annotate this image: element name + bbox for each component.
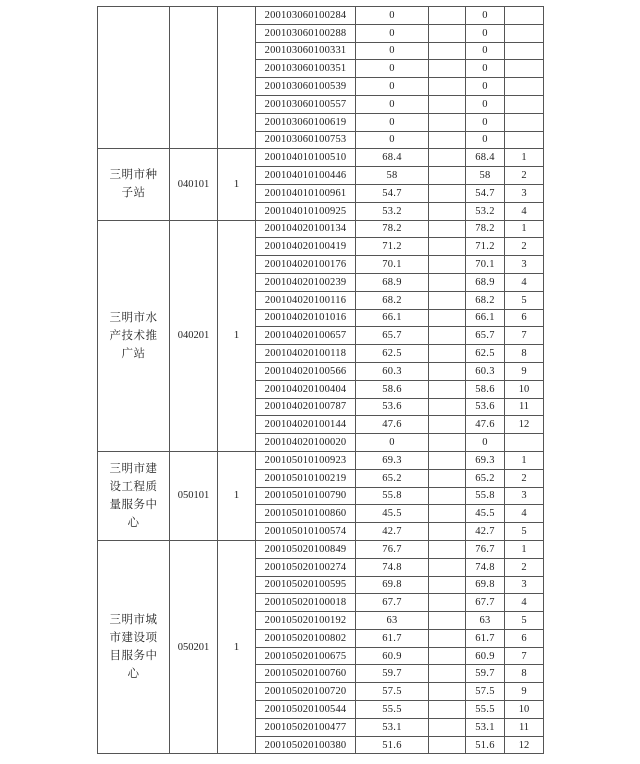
extra-score-cell (429, 523, 466, 541)
rank-cell: 6 (505, 629, 544, 647)
extra-score-cell (429, 576, 466, 594)
total-score-cell: 0 (466, 95, 505, 113)
table-row (98, 149, 544, 167)
ticket-number-cell: 200103060100351 (256, 60, 356, 78)
ticket-number-cell: 200103060100753 (256, 131, 356, 149)
hire-count-cell: 1 (218, 220, 256, 451)
rank-cell: 2 (505, 469, 544, 487)
rank-cell: 1 (505, 220, 544, 238)
rank-cell: 11 (505, 398, 544, 416)
rank-cell: 7 (505, 327, 544, 345)
extra-score-cell (429, 273, 466, 291)
rank-cell: 3 (505, 256, 544, 274)
ticket-number-cell: 200105020100720 (256, 683, 356, 701)
extra-score-cell (429, 416, 466, 434)
total-score-cell: 53.1 (466, 718, 505, 736)
total-score-cell: 47.6 (466, 416, 505, 434)
written-score-cell: 0 (356, 113, 429, 131)
written-score-cell: 54.7 (356, 184, 429, 202)
rank-cell: 9 (505, 362, 544, 380)
extra-score-cell (429, 665, 466, 683)
extra-score-cell (429, 345, 466, 363)
score-table-body (98, 7, 544, 754)
total-score-cell: 0 (466, 113, 505, 131)
ticket-number-cell: 200104020100404 (256, 380, 356, 398)
written-score-cell: 78.2 (356, 220, 429, 238)
ticket-number-cell: 200104020101016 (256, 309, 356, 327)
ticket-number-cell: 200104020100419 (256, 238, 356, 256)
written-score-cell: 0 (356, 7, 429, 25)
hire-count-cell: 1 (218, 149, 256, 220)
extra-score-cell (429, 683, 466, 701)
total-score-cell: 42.7 (466, 523, 505, 541)
total-score-cell: 61.7 (466, 629, 505, 647)
total-score-cell: 0 (466, 60, 505, 78)
ticket-number-cell: 200105020100675 (256, 647, 356, 665)
ticket-number-cell: 200103060100557 (256, 95, 356, 113)
total-score-cell: 69.8 (466, 576, 505, 594)
rank-cell: 7 (505, 647, 544, 665)
extra-score-cell (429, 60, 466, 78)
written-score-cell: 61.7 (356, 629, 429, 647)
unit-name-cell: 三明市城市建设项目服务中心 (98, 540, 170, 754)
written-score-cell: 62.5 (356, 345, 429, 363)
rank-cell (505, 60, 544, 78)
written-score-cell: 57.5 (356, 683, 429, 701)
extra-score-cell (429, 469, 466, 487)
extra-score-cell (429, 113, 466, 131)
total-score-cell: 68.2 (466, 291, 505, 309)
ticket-number-cell: 200105010100923 (256, 451, 356, 469)
ticket-number-cell: 200103060100288 (256, 24, 356, 42)
written-score-cell: 69.3 (356, 451, 429, 469)
ticket-number-cell: 200105010100860 (256, 505, 356, 523)
extra-score-cell (429, 7, 466, 25)
rank-cell (505, 24, 544, 42)
extra-score-cell (429, 736, 466, 754)
rank-cell: 4 (505, 505, 544, 523)
total-score-cell: 0 (466, 131, 505, 149)
written-score-cell: 65.2 (356, 469, 429, 487)
total-score-cell: 74.8 (466, 558, 505, 576)
written-score-cell: 71.2 (356, 238, 429, 256)
table-row (98, 7, 544, 25)
extra-score-cell (429, 451, 466, 469)
written-score-cell: 45.5 (356, 505, 429, 523)
rank-cell: 9 (505, 683, 544, 701)
post-code-cell: 050201 (170, 540, 218, 754)
rank-cell: 1 (505, 149, 544, 167)
extra-score-cell (429, 167, 466, 185)
written-score-cell: 55.5 (356, 701, 429, 719)
ticket-number-cell: 200105020100477 (256, 718, 356, 736)
ticket-number-cell: 200105020100192 (256, 612, 356, 630)
written-score-cell: 58 (356, 167, 429, 185)
total-score-cell: 55.5 (466, 701, 505, 719)
total-score-cell: 68.4 (466, 149, 505, 167)
rank-cell: 5 (505, 612, 544, 630)
written-score-cell: 47.6 (356, 416, 429, 434)
written-score-cell: 51.6 (356, 736, 429, 754)
unit-name-cell: 三明市水产技术推广站 (98, 220, 170, 451)
written-score-cell: 68.2 (356, 291, 429, 309)
total-score-cell: 0 (466, 7, 505, 25)
ticket-number-cell: 200105010100574 (256, 523, 356, 541)
total-score-cell: 70.1 (466, 256, 505, 274)
total-score-cell: 62.5 (466, 345, 505, 363)
extra-score-cell (429, 149, 466, 167)
written-score-cell: 63 (356, 612, 429, 630)
unit-name-cell: 三明市建设工程质量服务中心 (98, 451, 170, 540)
total-score-cell: 0 (466, 24, 505, 42)
written-score-cell: 60.3 (356, 362, 429, 380)
extra-score-cell (429, 434, 466, 452)
total-score-cell: 58 (466, 167, 505, 185)
ticket-number-cell: 200105020100274 (256, 558, 356, 576)
extra-score-cell (429, 612, 466, 630)
extra-score-cell (429, 24, 466, 42)
written-score-cell: 66.1 (356, 309, 429, 327)
rank-cell: 1 (505, 451, 544, 469)
rank-cell: 5 (505, 523, 544, 541)
ticket-number-cell: 200105010100219 (256, 469, 356, 487)
ticket-number-cell: 200104020100144 (256, 416, 356, 434)
written-score-cell: 69.8 (356, 576, 429, 594)
extra-score-cell (429, 487, 466, 505)
ticket-number-cell: 200104010100510 (256, 149, 356, 167)
extra-score-cell (429, 256, 466, 274)
extra-score-cell (429, 291, 466, 309)
rank-cell: 10 (505, 701, 544, 719)
unit-name-cell: 三明市种子站 (98, 149, 170, 220)
table-row (98, 220, 544, 238)
ticket-number-cell: 200104020100020 (256, 434, 356, 452)
rank-cell: 4 (505, 202, 544, 220)
rank-cell (505, 131, 544, 149)
total-score-cell: 57.5 (466, 683, 505, 701)
rank-cell (505, 95, 544, 113)
rank-cell (505, 42, 544, 60)
rank-cell: 8 (505, 665, 544, 683)
ticket-number-cell: 200104010100925 (256, 202, 356, 220)
rank-cell: 2 (505, 558, 544, 576)
total-score-cell: 59.7 (466, 665, 505, 683)
total-score-cell: 67.7 (466, 594, 505, 612)
written-score-cell: 0 (356, 95, 429, 113)
extra-score-cell (429, 718, 466, 736)
rank-cell: 2 (505, 238, 544, 256)
post-code-cell: 040101 (170, 149, 218, 220)
total-score-cell: 76.7 (466, 540, 505, 558)
written-score-cell: 68.9 (356, 273, 429, 291)
written-score-cell: 67.7 (356, 594, 429, 612)
rank-cell: 1 (505, 540, 544, 558)
total-score-cell: 68.9 (466, 273, 505, 291)
written-score-cell: 53.6 (356, 398, 429, 416)
ticket-number-cell: 200104020100657 (256, 327, 356, 345)
written-score-cell: 58.6 (356, 380, 429, 398)
extra-score-cell (429, 309, 466, 327)
total-score-cell: 65.2 (466, 469, 505, 487)
total-score-cell: 71.2 (466, 238, 505, 256)
ticket-number-cell: 200104010100446 (256, 167, 356, 185)
written-score-cell: 70.1 (356, 256, 429, 274)
post-code-cell (170, 7, 218, 149)
unit-name-cell (98, 7, 170, 149)
extra-score-cell (429, 220, 466, 238)
ticket-number-cell: 200104020100116 (256, 291, 356, 309)
table-row (98, 451, 544, 469)
rank-cell: 12 (505, 416, 544, 434)
total-score-cell: 60.9 (466, 647, 505, 665)
total-score-cell: 53.2 (466, 202, 505, 220)
rank-cell: 6 (505, 309, 544, 327)
written-score-cell: 53.1 (356, 718, 429, 736)
extra-score-cell (429, 131, 466, 149)
extra-score-cell (429, 380, 466, 398)
written-score-cell: 0 (356, 42, 429, 60)
rank-cell: 3 (505, 576, 544, 594)
ticket-number-cell: 200103060100539 (256, 78, 356, 96)
ticket-number-cell: 200105020100018 (256, 594, 356, 612)
ticket-number-cell: 200105020100380 (256, 736, 356, 754)
ticket-number-cell: 200103060100284 (256, 7, 356, 25)
rank-cell (505, 434, 544, 452)
ticket-number-cell: 200104020100118 (256, 345, 356, 363)
post-code-cell: 040201 (170, 220, 218, 451)
written-score-cell: 53.2 (356, 202, 429, 220)
total-score-cell: 65.7 (466, 327, 505, 345)
extra-score-cell (429, 540, 466, 558)
hire-count-cell: 1 (218, 540, 256, 754)
rank-cell (505, 7, 544, 25)
written-score-cell: 60.9 (356, 647, 429, 665)
ticket-number-cell: 200105020100849 (256, 540, 356, 558)
rank-cell: 8 (505, 345, 544, 363)
rank-cell: 12 (505, 736, 544, 754)
total-score-cell: 78.2 (466, 220, 505, 238)
rank-cell (505, 78, 544, 96)
rank-cell: 4 (505, 594, 544, 612)
ticket-number-cell: 200105020100802 (256, 629, 356, 647)
rank-cell: 3 (505, 487, 544, 505)
extra-score-cell (429, 701, 466, 719)
written-score-cell: 42.7 (356, 523, 429, 541)
ticket-number-cell: 200104020100566 (256, 362, 356, 380)
total-score-cell: 0 (466, 434, 505, 452)
ticket-number-cell: 200105020100760 (256, 665, 356, 683)
extra-score-cell (429, 398, 466, 416)
written-score-cell: 65.7 (356, 327, 429, 345)
score-table (97, 6, 544, 754)
extra-score-cell (429, 42, 466, 60)
ticket-number-cell: 200104020100134 (256, 220, 356, 238)
written-score-cell: 0 (356, 434, 429, 452)
extra-score-cell (429, 202, 466, 220)
written-score-cell: 68.4 (356, 149, 429, 167)
ticket-number-cell: 200105020100595 (256, 576, 356, 594)
extra-score-cell (429, 505, 466, 523)
total-score-cell: 63 (466, 612, 505, 630)
written-score-cell: 0 (356, 24, 429, 42)
extra-score-cell (429, 184, 466, 202)
rank-cell: 2 (505, 167, 544, 185)
extra-score-cell (429, 647, 466, 665)
rank-cell: 11 (505, 718, 544, 736)
total-score-cell: 0 (466, 78, 505, 96)
extra-score-cell (429, 78, 466, 96)
written-score-cell: 0 (356, 60, 429, 78)
ticket-number-cell: 200104020100239 (256, 273, 356, 291)
extra-score-cell (429, 594, 466, 612)
rank-cell: 3 (505, 184, 544, 202)
extra-score-cell (429, 629, 466, 647)
total-score-cell: 0 (466, 42, 505, 60)
ticket-number-cell: 200105020100544 (256, 701, 356, 719)
total-score-cell: 69.3 (466, 451, 505, 469)
total-score-cell: 51.6 (466, 736, 505, 754)
extra-score-cell (429, 327, 466, 345)
written-score-cell: 55.8 (356, 487, 429, 505)
total-score-cell: 54.7 (466, 184, 505, 202)
written-score-cell: 59.7 (356, 665, 429, 683)
written-score-cell: 76.7 (356, 540, 429, 558)
hire-count-cell (218, 7, 256, 149)
ticket-number-cell: 200103060100619 (256, 113, 356, 131)
written-score-cell: 0 (356, 131, 429, 149)
ticket-number-cell: 200105010100790 (256, 487, 356, 505)
rank-cell: 5 (505, 291, 544, 309)
post-code-cell: 050101 (170, 451, 218, 540)
extra-score-cell (429, 95, 466, 113)
total-score-cell: 66.1 (466, 309, 505, 327)
extra-score-cell (429, 558, 466, 576)
extra-score-cell (429, 362, 466, 380)
rank-cell: 10 (505, 380, 544, 398)
total-score-cell: 58.6 (466, 380, 505, 398)
total-score-cell: 45.5 (466, 505, 505, 523)
total-score-cell: 53.6 (466, 398, 505, 416)
ticket-number-cell: 200104010100961 (256, 184, 356, 202)
ticket-number-cell: 200103060100331 (256, 42, 356, 60)
extra-score-cell (429, 238, 466, 256)
table-row (98, 540, 544, 558)
total-score-cell: 55.8 (466, 487, 505, 505)
hire-count-cell: 1 (218, 451, 256, 540)
total-score-cell: 60.3 (466, 362, 505, 380)
ticket-number-cell: 200104020100176 (256, 256, 356, 274)
written-score-cell: 74.8 (356, 558, 429, 576)
ticket-number-cell: 200104020100787 (256, 398, 356, 416)
rank-cell (505, 113, 544, 131)
rank-cell: 4 (505, 273, 544, 291)
written-score-cell: 0 (356, 78, 429, 96)
